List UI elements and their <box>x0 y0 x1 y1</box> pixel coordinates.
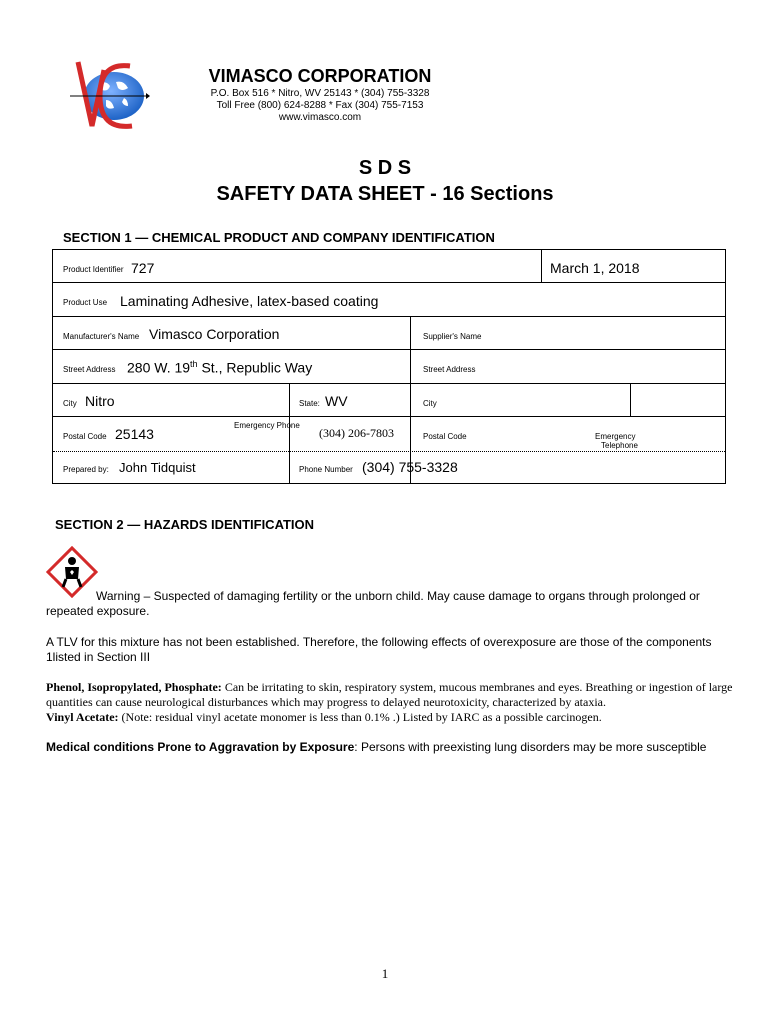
state-value: WV <box>325 393 348 409</box>
street-address-number: 280 W. 19 <box>127 359 191 376</box>
phone-number-value: (304) 755-3328 <box>362 459 458 475</box>
medical-text: : Persons with preexisting lung disorders may be more susceptible <box>354 740 707 754</box>
doc-subtitle: SAFETY DATA SHEET - 16 Sections <box>216 183 554 205</box>
phenol-text: Can be irritating to skin, respiratory system, mucous membranes and eyes. Breathing or ingestion of large quantities can cause neurological disturbances which may progress to delayed neurotoxicity, characterized by ataxia. <box>46 680 733 709</box>
product-identifier-label: Product Identifier <box>63 265 124 274</box>
medical-conditions-paragraph <box>46 740 736 755</box>
company-name: VIMASCO CORPORATION <box>208 66 432 86</box>
product-identifier-value: 727 <box>131 260 155 276</box>
state-label: State: <box>299 399 320 408</box>
manufacturer-label: Manufacturer's Name <box>63 332 140 341</box>
postal-code-value: 25143 <box>115 426 154 442</box>
section2-heading: SECTION 2 — HAZARDS IDENTIFICATION <box>55 517 315 532</box>
prepared-by-value: John Tidquist <box>119 460 196 475</box>
phenol-label: Phenol, Isopropylated, Phosphate: <box>46 680 222 694</box>
supplier-city-label: City <box>423 399 437 408</box>
vinyl-label: Vinyl Acetate: <box>46 710 119 724</box>
vinyl-text: (Note: residual vinyl acetate monomer is less than 0.1% .) Listed by IARC as a possible carcinogen. <box>118 710 602 724</box>
sds-date: March 1, 2018 <box>550 260 640 276</box>
city-label: City <box>63 399 77 408</box>
supplier-telephone-label: Telephone <box>601 441 638 450</box>
supplier-postal-label: Postal Code <box>423 432 467 441</box>
emergency-phone-label: Emergency Phone <box>234 421 300 430</box>
company-website: www.vimasco.com <box>278 112 362 123</box>
phenol-paragraph <box>46 680 736 710</box>
postal-code-label: Postal Code <box>63 432 107 441</box>
product-use-value: Laminating Adhesive, latex-based coating <box>120 293 379 309</box>
street-address-suffix: th <box>190 359 198 369</box>
company-address: P.O. Box 516 * Nitro, WV 25143 * (304) 755-3328 <box>210 88 430 99</box>
tlv-statement: A TLV for this mixture has not been established. Therefore, the following effects of overexposure are those of the components 1listed in Section III <box>46 635 712 664</box>
identification-table <box>52 249 726 484</box>
warning-statement: Warning – Suspected of damaging fertility or the unborn child. May cause damage to organs through prolonged or repeated exposure. <box>46 589 700 618</box>
prepared-by-label: Prepared by: <box>63 465 109 474</box>
product-use-label: Product Use <box>63 298 108 307</box>
supplier-street-label: Street Address <box>423 365 476 374</box>
page-number: 1 <box>381 966 389 981</box>
company-phones: Toll Free (800) 624-8288 * Fax (304) 755-7153 <box>216 100 424 111</box>
doc-title: S D S <box>358 157 412 179</box>
supplier-name-label: Supplier's Name <box>423 332 482 341</box>
street-address-value <box>127 359 312 376</box>
section1-heading: SECTION 1 — CHEMICAL PRODUCT AND COMPANY IDENTIFICATION <box>63 230 495 245</box>
street-address-street: St., Republic Way <box>197 359 313 376</box>
emergency-phone-value: (304) 206-7803 <box>319 426 394 440</box>
city-value: Nitro <box>85 393 115 409</box>
vimasco-logo <box>70 56 150 136</box>
street-address-label: Street Address <box>63 365 116 374</box>
manufacturer-value: Vimasco Corporation <box>149 326 280 342</box>
medical-label: Medical conditions Prone to Aggravation by Exposure <box>46 740 355 754</box>
vinyl-paragraph <box>46 710 736 725</box>
supplier-emergency-label: Emergency <box>595 432 636 441</box>
phone-number-label: Phone Number <box>299 465 353 474</box>
